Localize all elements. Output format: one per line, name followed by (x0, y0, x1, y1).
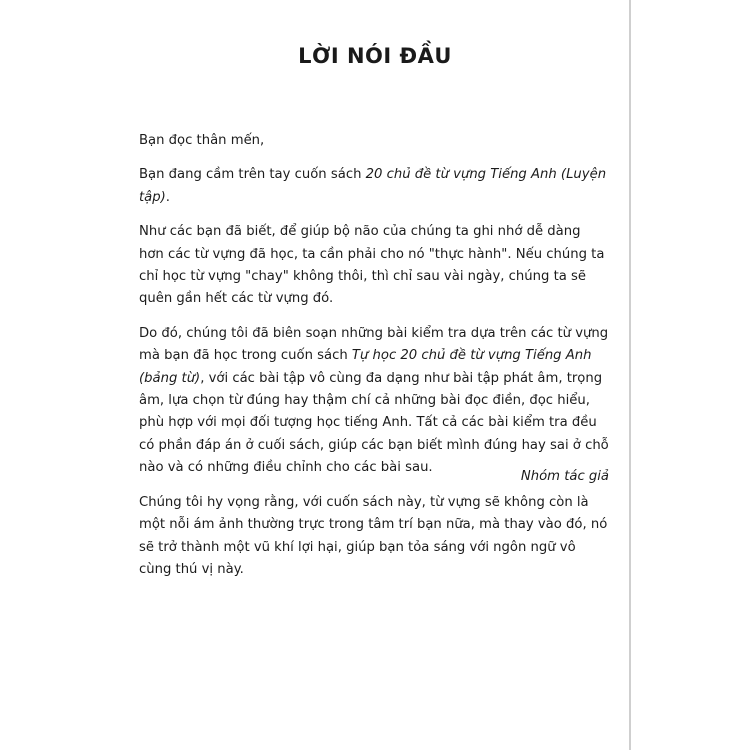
intro-paragraph (139, 164, 609, 209)
intro-text-end: . (165, 189, 170, 205)
exercises-paragraph (139, 323, 609, 480)
greeting-paragraph: Bạn đọc thân mến, (139, 133, 265, 148)
preface-body (139, 130, 609, 593)
book-title-practice: 20 chủ đề từ vựng Tiếng Anh (Luyện tập) (139, 167, 607, 205)
page-title: LỜI NÓI ĐẦU (298, 44, 452, 68)
book-title-wordlist: Tự học 20 chủ đề từ vựng Tiếng Anh (bảng từ) (139, 348, 592, 386)
practice-paragraph: Như các bạn đã biết, để giúp bộ não của chúng ta ghi nhớ dễ dàng hơn các từ vựng đã học, ta cần phải cho nó "thực hành". Nếu chúng ta chỉ học từ vựng "chay" không thôi, thì chỉ sau vài ngày, chúng ta sẽ quên gần hết các từ vựng đó. (139, 224, 605, 307)
exercises-text-end: , với các bài tập vô cùng đa dạng như bài tập phát âm, trọng âm, lựa chọn từ đúng hay thậm chí cả những bài đọc điền, đọc hiểu, phù hợp với mọi đối tượng học tiếng Anh. Tất cả các bài kiểm tra đều có phần đáp án ở cuối sách, giúp các bạn biết mình đúng hay sai ở chỗ nào và có những điều chỉnh cho các bài sau. (139, 370, 609, 476)
author-signature: Nhóm tác giả (520, 469, 609, 484)
page-edge-line (629, 0, 631, 750)
intro-text: Bạn đang cầm trên tay cuốn sách (139, 167, 366, 183)
exercises-text-start: Do đó, chúng tôi đã biên soạn những bài kiểm tra dựa trên các từ vựng mà bạn đã học trong cuốn sách (139, 325, 609, 364)
closing-paragraph: Chúng tôi hy vọng rằng, với cuốn sách này, từ vựng sẽ không còn là một nỗi ám ảnh thường trực trong tâm trí bạn nữa, mà thay vào đó, nó sẽ trở thành một vũ khí lợi hại, giúp bạn tỏa sáng với ngôn ngữ vô cùng thú vị này. (139, 494, 608, 577)
